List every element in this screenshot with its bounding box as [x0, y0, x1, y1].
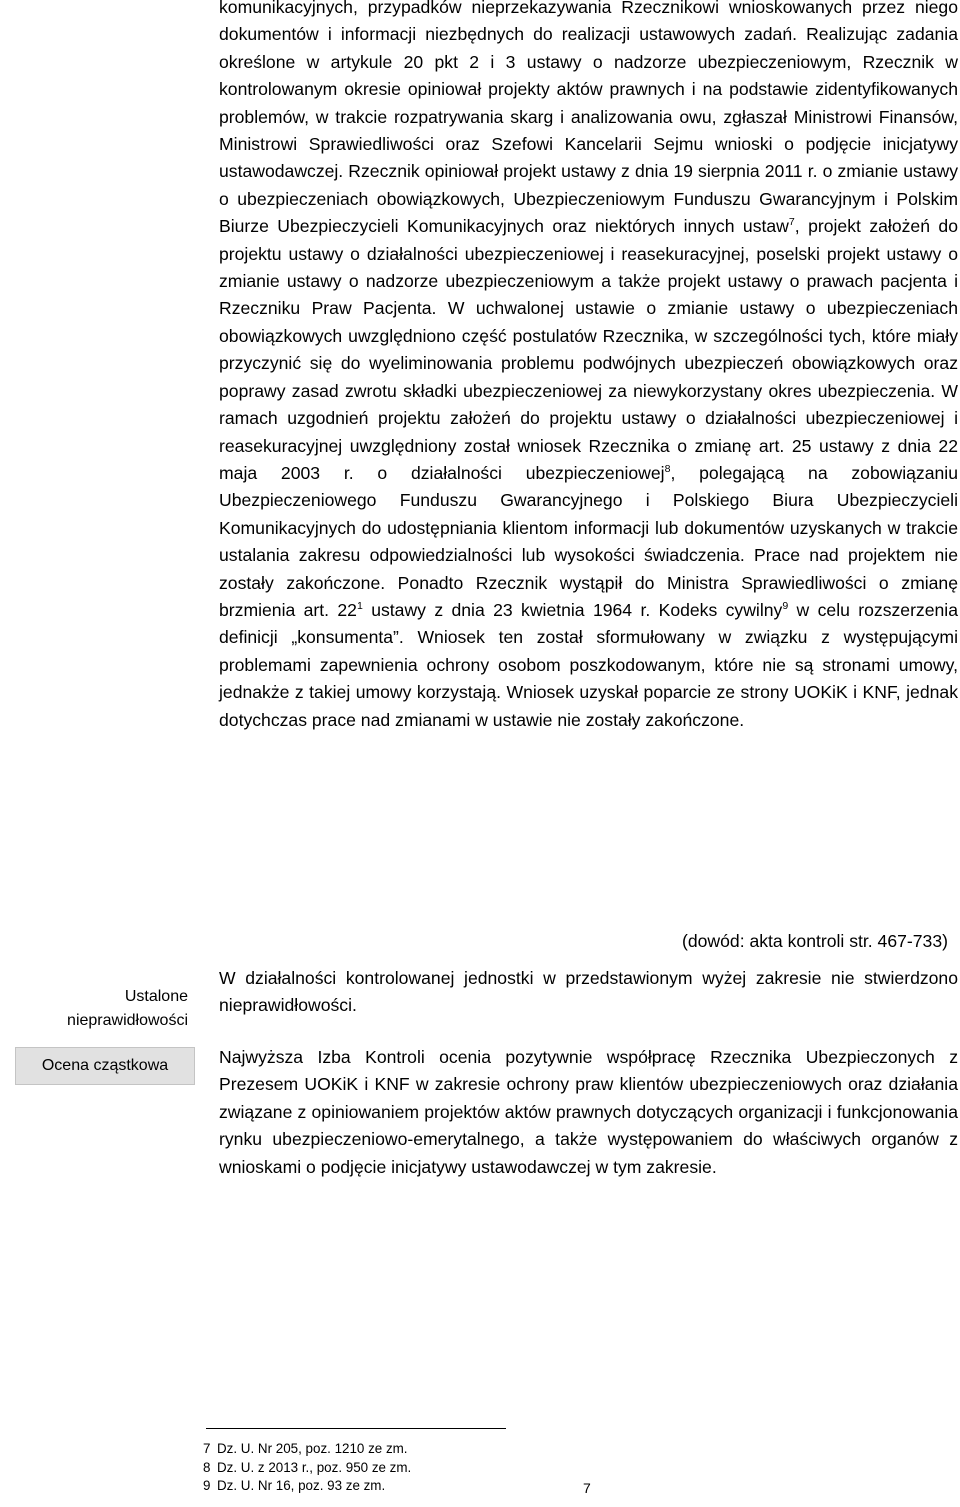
- footnotes: [203, 1440, 411, 1496]
- footnote-8: 8 Dz. U. z 2013 r., poz. 950 ze zm.: [203, 1459, 412, 1475]
- footnote-7: 7 Dz. U. Nr 205, poz. 1210 ze zm.: [203, 1441, 408, 1456]
- footnote-ref-8[interactable]: 8: [664, 463, 671, 476]
- findings-paragraph: komunikacyjnych, przypadków nieprzekazywania Rzecznikowi wnioskowanych przez niego dokumentów i informacji niezbędnych do realizacji ustawowych zadań. Realizując zadania określone w artykule 20 pkt 2 i 3 ustawy o nadzorze ubezpieczeniowym, Rzecznik w kontrolowanym okresie opiniował projekty aktów prawnych i na podstawie zidentyfikowanych problemów, w trakcie rozpatrywania skarg i analizowania owu, zgłaszał Ministrowi Finansów, Ministrowi Sprawiedliwości oraz Szefowi Kancelarii Sejmu wnioski o podjęcie inicjatywy ustawodawczej. Rzecznik opiniował projekt ustawy z dnia 19 sierpnia 2011 r. o zmianie ustawy o ubezpieczeniach obowiązkowych, Ubezpieczeniowym Funduszu Gwarancyjnym i Polskim Biurze Ubezpieczycieli Komunikacyjnych oraz niektórych innych ustaw$^7$, projekt założeń do projektu ustawy o działalności ubezpieczeniowej i reasekuracyjnej, poselski projekt ustawy o zmianie ustawy o nadzorze ubezpieczeniowym a także projekt ustawy o prawach pacjenta i Rzeczniku Praw Pacjenta. W uchwalonej ustawie o zmianie ustawy o ubezpieczeniach obowiązkowych uwzględniono część postulatów Rzecznika, w szczególności tych, które miały przyczynić się do wyeliminowania problemu podwójnych ubezpieczeń obowiązkowych oraz poprawy zasad zwrotu składki ubezpieczeniowej za niewykorzystany okres ubezpieczenia. W ramach uzgodnień projektu założeń do projektu ustawy o działalności ubezpieczeniowej i reasekuracyjnej uwzględniony został wniosek Rzecznika o zmianę art. 25 ustawy z dnia 22 maja 2003 r. o działalności ubezpieczeniowej$^8$, polegającą na zobowiązaniu Ubezpieczeniowego Funduszu Gwarancyjnego i Polskiego Biura Ubezpieczycieli Komunikacyjnych do udostępniania klientom informacji lub dokumentów uzyskanych w trakcie ustalania zakresu odpowiedzialności lub wysokości świadczenia. Prace nad projektem nie zostały zakończone. Ponadto Rzecznik wystąpił do Ministra Sprawiedliwości o zmianę brzmienia art. $22^1$ ustawy z dnia 23 kwietnia 1964 r. Kodeks cywilny$^9$ w celu rozszerzenia definicji „konsumenta”. Wniosek ten został sformułowany w związku z występującymi problemami zapewnienia ochrony osobom poszkodowanym, które nie są stronami umowy, jednakże z takiej umowy korzystają. Wniosek uzyskał poparcie ze strony UOKiK i KNF, jednak dotychczas prace nad zmianami w ustawie nie zostały zakończone.: [219, 0, 958, 730]
- assessment-paragraph: Najwyższa Izba Kontroli ocenia pozytywnie współpracę Rzecznika Ubezpieczonych z Prezesem UOKiK i KNF w zakresie ochrony praw klientów ubezpieczeniowych oraz działania związane z opiniowaniem projektów aktów prawnych dotyczących organizacji i funkcjonowania rynku ubezpieczeniowo-emerytalnego, a także występowaniem do właściwych organów z wnioskami o podjęcie inicjatywy ustawodawczej w tym zakresie.: [219, 1047, 958, 1177]
- footnote-separator: [206, 1428, 506, 1429]
- article-superscript: 1: [356, 600, 363, 613]
- no-irregularities-paragraph: W działalności kontrolowanej jednostki w przedstawionym wyżej zakresie nie stwierdzono nieprawidłowości.: [219, 968, 958, 1016]
- partial-assessment-label: Ocena cząstkowa: [15, 1047, 195, 1085]
- page-number: 7: [583, 1480, 591, 1496]
- footnote-ref-9[interactable]: 9: [782, 600, 789, 613]
- footnote-ref-7[interactable]: 7: [788, 216, 795, 229]
- footnote-9: 9 Dz. U. Nr 16, poz. 93 ze zm.: [203, 1478, 386, 1493]
- evidence-reference: (dowód: akta kontroli str. 467-733): [681, 931, 948, 951]
- margin-note-irregularities: Ustalone nieprawidłowości: [67, 988, 188, 1029]
